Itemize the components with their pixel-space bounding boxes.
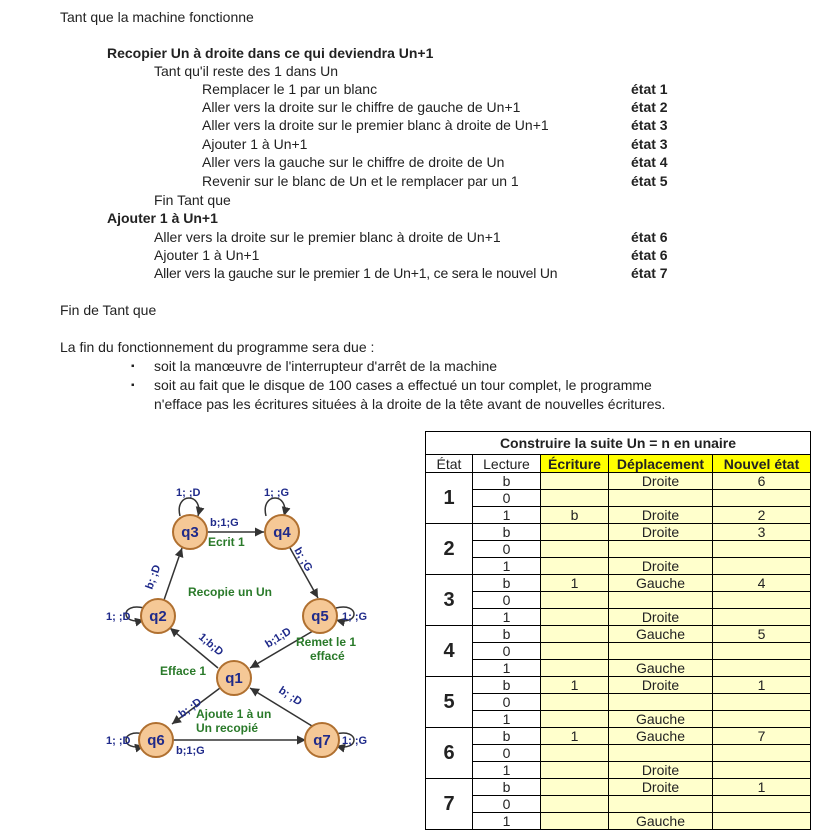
table-row <box>426 711 811 728</box>
lecture-cell: 1 <box>473 609 541 626</box>
deplacement-cell: Gauche <box>609 711 713 728</box>
label-remet2: effacé <box>310 649 345 663</box>
table-row <box>426 796 811 813</box>
state-cell: 4 <box>426 626 473 677</box>
state-diagram <box>100 478 380 768</box>
deplacement-cell: Droite <box>609 473 713 490</box>
label-efface: Efface 1 <box>160 664 207 678</box>
step-1-state: état 1 <box>631 81 668 97</box>
lecture-cell: 0 <box>473 745 541 762</box>
table-row <box>426 524 811 541</box>
table-row <box>426 592 811 609</box>
nouvel-etat-cell: 1 <box>713 677 811 694</box>
step-3-state: état 3 <box>631 117 668 133</box>
deplacement-cell: Droite <box>609 558 713 575</box>
deplacement-cell: Droite <box>609 677 713 694</box>
bullet-1: soit la manœuvre de l'interrupteur d'arrêt de la machine <box>154 358 498 374</box>
node-q4-label: q4 <box>273 524 291 541</box>
state-cell: 2 <box>426 524 473 575</box>
nouvel-etat-cell: 1 <box>713 779 811 796</box>
add-title: Ajouter 1 à Un+1 <box>107 210 218 226</box>
nouvel-etat-cell <box>713 609 811 626</box>
edge-q5-q1: b;1;D <box>263 625 294 651</box>
nouvel-etat-cell: 2 <box>713 507 811 524</box>
ecriture-cell <box>541 796 609 813</box>
lecture-cell: 0 <box>473 796 541 813</box>
ecriture-cell <box>541 524 609 541</box>
nouvel-etat-cell <box>713 694 811 711</box>
lecture-cell: b <box>473 728 541 745</box>
nouvel-etat-cell <box>713 813 811 830</box>
lecture-cell: 0 <box>473 643 541 660</box>
edge-q5-loop: 1; ;G <box>342 611 368 623</box>
copy-title-text: Recopier Un à droite dans ce qui deviendra Un+1 <box>107 45 434 61</box>
nouvel-etat-cell <box>713 660 811 677</box>
table-row <box>426 694 811 711</box>
lecture-cell: 1 <box>473 813 541 830</box>
table-row <box>426 643 811 660</box>
ecriture-cell <box>541 660 609 677</box>
table-row <box>426 745 811 762</box>
th-ecriture: Écriture <box>541 455 609 473</box>
ecriture-cell <box>541 694 609 711</box>
lecture-cell: 0 <box>473 694 541 711</box>
edge-q7-loop: 1; ;G <box>342 735 368 747</box>
deplacement-cell: Gauche <box>609 575 713 592</box>
nouvel-etat-cell <box>713 541 811 558</box>
step-5: Aller vers la gauche sur le chiffre de droite de Un <box>202 154 505 170</box>
deplacement-cell: Droite <box>609 762 713 779</box>
step-4: Ajouter 1 à Un+1 <box>202 136 308 152</box>
table-row <box>426 779 811 796</box>
edge-q6-q7: b;1;G <box>176 745 205 757</box>
bullet-dot: ▪ <box>131 361 135 372</box>
step-2-state: état 2 <box>631 99 668 115</box>
edge-q3-loop: 1; ;D <box>176 487 201 499</box>
ecriture-cell <box>541 473 609 490</box>
deplacement-cell: Droite <box>609 524 713 541</box>
end-outer: Fin de Tant que <box>60 302 157 318</box>
state-cell: 3 <box>426 575 473 626</box>
state-cell: 5 <box>426 677 473 728</box>
label-ecrit1: Ecrit 1 <box>208 535 245 549</box>
deplacement-cell <box>609 796 713 813</box>
lecture-cell: 1 <box>473 558 541 575</box>
node-q5-label: q5 <box>311 608 329 625</box>
lecture-cell: 0 <box>473 592 541 609</box>
deplacement-cell <box>609 490 713 507</box>
label-ajoute2: Un recopié <box>196 721 259 735</box>
deplacement-cell <box>609 643 713 660</box>
deplacement-cell: Gauche <box>609 813 713 830</box>
deplacement-cell <box>609 694 713 711</box>
add-step-1-state: état 6 <box>631 229 668 245</box>
deplacement-cell <box>609 541 713 558</box>
end-while: Fin Tant que <box>154 192 231 208</box>
ecriture-cell <box>541 592 609 609</box>
bullet-2-cont: n'efface pas les écritures situées à la droite de la tête avant de nouvelles écritures. <box>154 396 666 412</box>
ecriture-cell: 1 <box>541 728 609 745</box>
table-row <box>426 626 811 643</box>
step-3: Aller vers la droite sur le premier blanc à droite de Un+1 <box>202 117 549 133</box>
table-row <box>426 541 811 558</box>
end-intro: La fin du fonctionnement du programme sera due : <box>60 339 375 355</box>
lecture-cell: 1 <box>473 711 541 728</box>
deplacement-cell: Gauche <box>609 626 713 643</box>
ecriture-cell <box>541 762 609 779</box>
label-ajoute: Ajoute 1 à un <box>196 707 272 721</box>
ecriture-cell <box>541 745 609 762</box>
add-step-1: Aller vers la droite sur le premier blanc à droite de Un+1 <box>154 229 501 245</box>
step-2: Aller vers la droite sur le chiffre de gauche de Un+1 <box>202 99 521 115</box>
nouvel-etat-cell <box>713 711 811 728</box>
state-cell: 1 <box>426 473 473 524</box>
ecriture-cell <box>541 490 609 507</box>
nouvel-etat-cell <box>713 643 811 660</box>
edge-q4-loop: 1; ;G <box>264 487 290 499</box>
add-step-2: Ajouter 1 à Un+1 <box>154 247 260 263</box>
node-q1-label: q1 <box>225 670 243 687</box>
nouvel-etat-cell <box>713 592 811 609</box>
lecture-cell: b <box>473 779 541 796</box>
add-step-3-state: état 7 <box>631 265 668 281</box>
ecriture-cell: 1 <box>541 677 609 694</box>
label-remet: Remet le 1 <box>296 635 357 649</box>
table-row <box>426 558 811 575</box>
table-row <box>426 728 811 745</box>
edge-q2-q3: b; ;D <box>143 563 164 592</box>
ecriture-cell <box>541 609 609 626</box>
node-q2-label: q2 <box>149 608 167 625</box>
th-nouvel-etat: Nouvel état <box>713 455 811 473</box>
lecture-cell: 1 <box>473 507 541 524</box>
ecriture-cell: b <box>541 507 609 524</box>
add-step-2-state: état 6 <box>631 247 668 263</box>
table-title: Construire la suite Un = n en unaire <box>426 432 811 455</box>
node-q7-label: q7 <box>313 732 331 749</box>
ecriture-cell <box>541 779 609 796</box>
label-recopie: Recopie un Un <box>188 585 273 599</box>
step-6-state: état 5 <box>631 173 668 189</box>
add-step-3: Aller vers la gauche sur le premier 1 de Un+1, ce sera le nouvel Un <box>154 265 558 281</box>
bullet-dot: ▪ <box>131 380 135 391</box>
deplacement-cell <box>609 592 713 609</box>
nouvel-etat-cell <box>713 745 811 762</box>
table-row <box>426 677 811 694</box>
lecture-cell: 0 <box>473 490 541 507</box>
th-lecture: Lecture <box>473 455 541 473</box>
deplacement-cell: Gauche <box>609 660 713 677</box>
algo-line1: Tant que la machine fonctionne <box>60 9 254 25</box>
state-cell: 7 <box>426 779 473 830</box>
table-row <box>426 473 811 490</box>
nouvel-etat-cell <box>713 490 811 507</box>
nouvel-etat-cell: 6 <box>713 473 811 490</box>
ecriture-cell <box>541 813 609 830</box>
deplacement-cell <box>609 745 713 762</box>
nouvel-etat-cell <box>713 762 811 779</box>
edge-q4-q5: b; ;G <box>291 545 315 574</box>
while-label: Tant qu'il reste des 1 dans Un <box>154 63 339 79</box>
lecture-cell: b <box>473 473 541 490</box>
table-row <box>426 609 811 626</box>
table-row <box>426 660 811 677</box>
nouvel-etat-cell: 3 <box>713 524 811 541</box>
nouvel-etat-cell: 7 <box>713 728 811 745</box>
deplacement-cell: Droite <box>609 609 713 626</box>
node-q3-label: q3 <box>181 524 199 541</box>
nouvel-etat-cell: 5 <box>713 626 811 643</box>
ecriture-cell <box>541 643 609 660</box>
lecture-cell: b <box>473 575 541 592</box>
th-deplacement: Déplacement <box>609 455 713 473</box>
deplacement-cell: Droite <box>609 507 713 524</box>
step-5-state: état 4 <box>631 154 668 170</box>
lecture-cell: 1 <box>473 660 541 677</box>
deplacement-cell: Gauche <box>609 728 713 745</box>
edge-q3-q4: b;1;G <box>210 517 239 529</box>
edge-q1-q6: b; ;D <box>176 695 205 721</box>
ecriture-cell: 1 <box>541 575 609 592</box>
th-etat: État <box>426 455 473 473</box>
step-6: Revenir sur le blanc de Un et le remplacer par un 1 <box>202 173 519 189</box>
copy-title <box>107 45 433 62</box>
table-body <box>426 432 811 830</box>
table-row <box>426 507 811 524</box>
lecture-cell: b <box>473 524 541 541</box>
step-1: Remplacer le 1 par un blanc <box>202 81 378 97</box>
nouvel-etat-cell: 4 <box>713 575 811 592</box>
lecture-cell: b <box>473 677 541 694</box>
lecture-cell: 1 <box>473 762 541 779</box>
lecture-cell: b <box>473 626 541 643</box>
transition-table <box>425 431 811 830</box>
nouvel-etat-cell <box>713 558 811 575</box>
table-row <box>426 490 811 507</box>
nouvel-etat-cell <box>713 796 811 813</box>
table-header <box>426 455 811 473</box>
lecture-cell: 0 <box>473 541 541 558</box>
state-cell: 6 <box>426 728 473 779</box>
table-row <box>426 762 811 779</box>
edge-q2-loop: 1; ;D <box>106 611 131 623</box>
ecriture-cell <box>541 711 609 728</box>
bullet-2: soit au fait que le disque de 100 cases a effectué un tour complet, le programme <box>154 377 652 393</box>
edge-q1-q2: 1;b;D <box>196 631 226 659</box>
deplacement-cell: Droite <box>609 779 713 796</box>
ecriture-cell <box>541 541 609 558</box>
ecriture-cell <box>541 626 609 643</box>
node-q6-label: q6 <box>147 732 165 749</box>
edge-q7-q1: b; ;D <box>276 684 304 709</box>
table-row <box>426 813 811 830</box>
ecriture-cell <box>541 558 609 575</box>
step-4-state: état 3 <box>631 136 668 152</box>
edge-q6-loop: 1; ;D <box>106 735 131 747</box>
table-row <box>426 575 811 592</box>
